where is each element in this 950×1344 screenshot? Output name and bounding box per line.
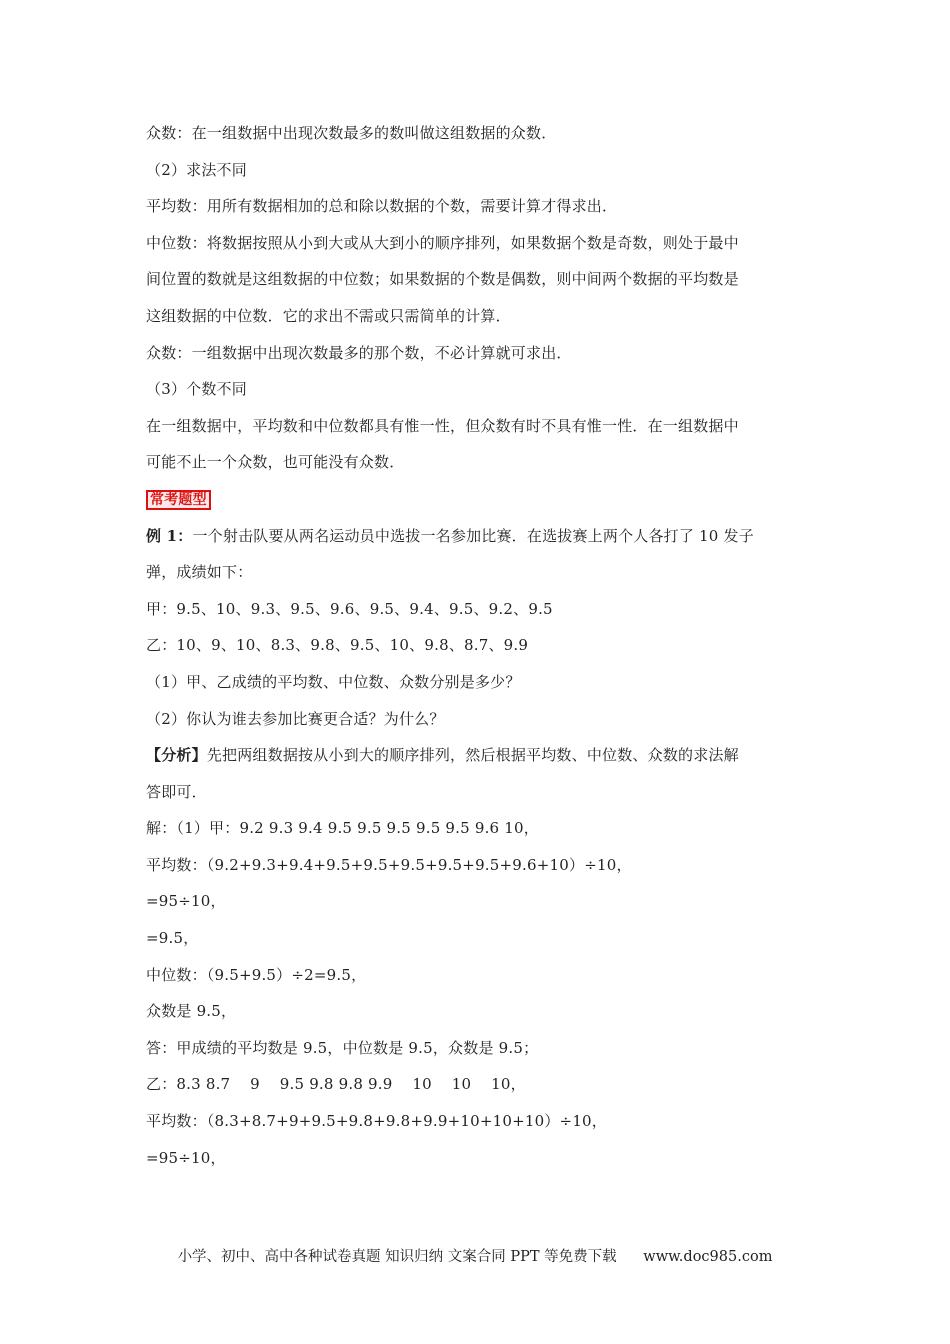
- solution-line: =9.5，: [146, 929, 199, 948]
- text-line: 弹，成绩如下：: [146, 563, 253, 582]
- section-tag: 常考题型: [146, 490, 211, 510]
- analysis-line: [146, 744, 811, 766]
- solution-line: 答：甲成绩的平均数是 9.5，中位数是 9.5，众数是 9.5；: [146, 1038, 539, 1057]
- analysis-label: 【分析】: [146, 746, 207, 765]
- text-line: 间位置的数就是这组数据的中位数；如果数据的个数是偶数，则中间两个数据的平均数是: [146, 270, 739, 289]
- data-yi: 乙：10、9、10、8.3、9.8、9.5、10、9.8、8.7、9.9: [146, 636, 529, 655]
- example-question-text: 一个射击队要从两名运动员中选拔一名参加比赛．在选拔赛上两个人各打了 10 发子: [192, 526, 754, 545]
- sub-question-2: （2）你认为谁去参加比赛更合适？为什么？: [146, 709, 445, 728]
- solution-line: 中位数：（9.5+9.5）÷2=9.5，: [146, 965, 367, 984]
- text-line: 平均数：用所有数据相加的总和除以数据的个数，需要计算才得求出．: [146, 197, 618, 216]
- solution-line: 乙：8.3 8.7 9 9.5 9.8 9.8 9.9 10 10 10，: [146, 1075, 526, 1094]
- text-line: 众数：在一组数据中出现次数最多的数叫做这组数据的众数．: [146, 124, 557, 142]
- page-footer: [0, 1245, 950, 1266]
- data-jia: 甲：9.5、10、9.3、9.5、9.6、9.5、9.4、9.5、9.2、9.5: [146, 599, 553, 618]
- analysis-text: 先把两组数据按从小到大的顺序排列，然后根据平均数、中位数、众数的求法解: [206, 746, 739, 765]
- text-line: 答即可．: [146, 782, 207, 801]
- footer-text: 小学、初中、高中各种试卷真题 知识归纳 文案合同 PPT 等免费下载: [177, 1249, 617, 1265]
- solution-line: 众数是 9.5，: [146, 1002, 237, 1021]
- text-line: 在一组数据中，平均数和中位数都具有惟一性，但众数有时不具有惟一性．在一组数据中: [146, 416, 739, 435]
- footer-site-link[interactable]: www.doc985.com: [643, 1249, 773, 1265]
- solution-line: 平均数：（9.2+9.3+9.4+9.5+9.5+9.5+9.5+9.5+9.6+10）÷10，: [146, 855, 632, 874]
- solution-line: =95÷10，: [146, 1148, 226, 1167]
- solution-line: =95÷10，: [146, 892, 226, 911]
- page-content: [146, 122, 811, 1183]
- text-line: （2）求法不同: [146, 160, 247, 179]
- example-question-line: [146, 525, 811, 547]
- section-tag-row: [146, 488, 811, 510]
- sub-question-1: （1）甲、乙成绩的平均数、中位数、众数分别是多少？: [146, 672, 521, 691]
- text-line: （3）个数不同: [146, 380, 247, 399]
- text-line: 众数：一组数据中出现次数最多的那个数，不必计算就可求出．: [146, 343, 572, 362]
- solution-line: 解：（1）甲：9.2 9.3 9.4 9.5 9.5 9.5 9.5 9.5 9.6 10，: [146, 819, 539, 838]
- text-line: 这组数据的中位数．它的求出不需或只需简单的计算．: [146, 306, 511, 325]
- solution-line: 平均数：（8.3+8.7+9+9.5+9.8+9.8+9.9+10+10+10）÷10，: [146, 1112, 608, 1131]
- text-line: 可能不止一个众数，也可能没有众数．: [146, 453, 405, 472]
- example-label: 例 1：: [146, 526, 193, 545]
- text-line: 中位数：将数据按照从小到大或从大到小的顺序排列，如果数据个数是奇数，则处于最中: [146, 233, 739, 252]
